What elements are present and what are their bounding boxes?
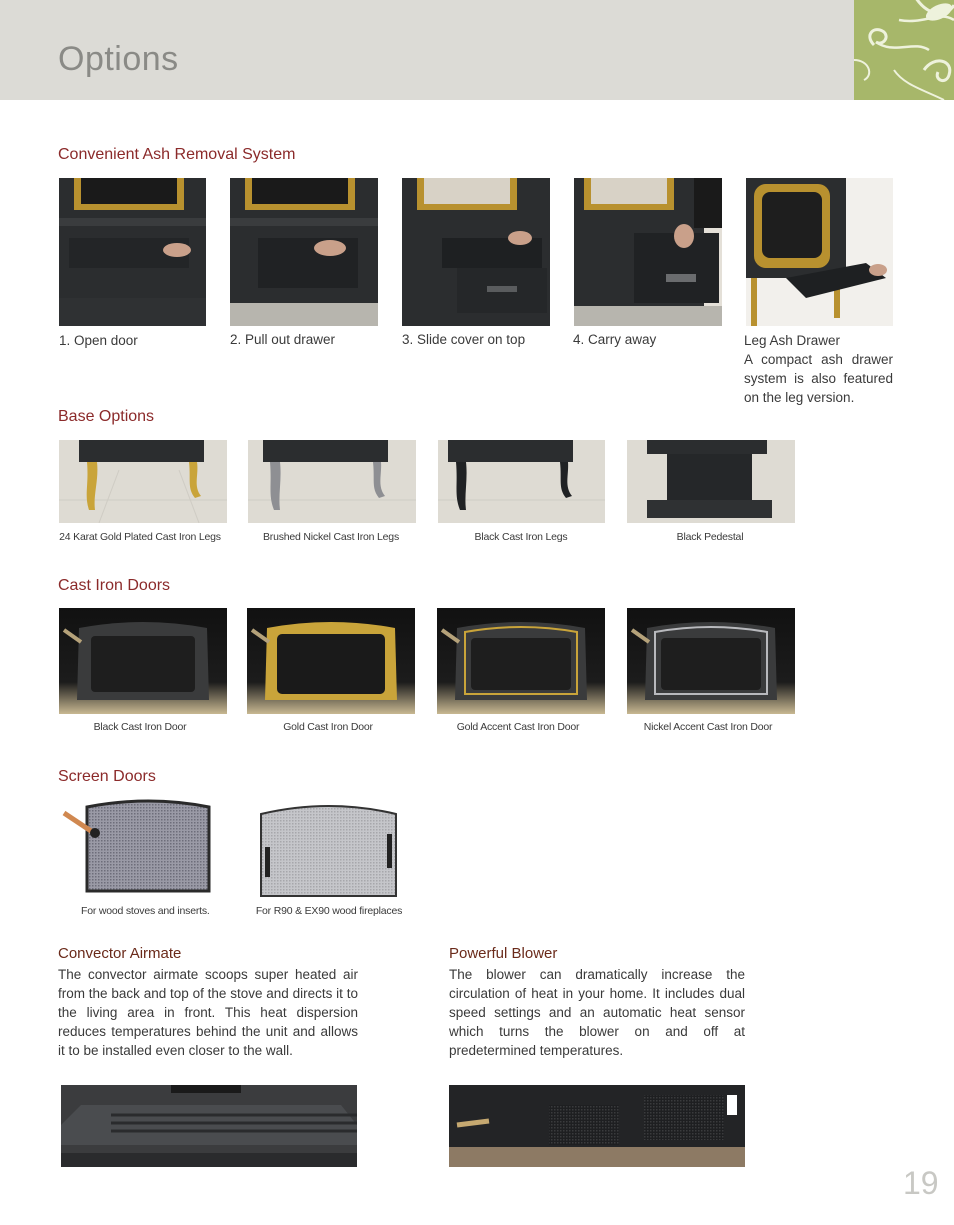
base-caption: Black Cast Iron Legs (474, 531, 568, 543)
step-caption: 4. Carry away (573, 332, 657, 347)
wood-stove-screen-photo (59, 795, 222, 898)
blower-photo (449, 1085, 745, 1167)
base-caption: Brushed Nickel Cast Iron Legs (262, 531, 400, 543)
blower-body: The blower can dramatically increase the circulation of heat in your home. It includes dual speed settings and an automatic heat sensor which turns the blower on and off at predetermined temperatures. (449, 967, 745, 1058)
slide-cover-photo (402, 178, 550, 326)
nickel-legs-photo (248, 440, 416, 523)
black-pedestal-photo (627, 440, 795, 523)
door-caption: Nickel Accent Cast Iron Door (643, 721, 773, 733)
doors-section-title: Cast Iron Doors (58, 577, 171, 594)
airmate-body: The convector airmate scoops super heated air from the back and top of the stove and directs it to the living area in front. This heat dispersion reduces temperatures behind the unit and allows it to be installed even closer to the wall. (58, 967, 358, 1058)
pull-drawer-photo (230, 178, 378, 326)
base-caption: 24 Karat Gold Plated Cast Iron Legs (59, 531, 221, 543)
black-legs-photo (438, 440, 605, 523)
blower-title: Powerful Blower (449, 945, 558, 962)
leg-ash-drawer-body: A compact ash drawer system is also featured on the leg version. (744, 352, 893, 405)
screen-caption: For wood stoves and inserts. (81, 905, 210, 917)
step-caption: 2. Pull out drawer (230, 332, 336, 347)
base-caption: Black Pedestal (676, 531, 744, 543)
leg-ash-drawer-title: Leg Ash Drawer (744, 333, 841, 348)
step-caption: 3. Slide cover on top (402, 332, 526, 347)
page-title: Options (58, 40, 179, 78)
step-caption: 1. Open door (59, 333, 138, 348)
page-number: 19 (903, 1165, 939, 1201)
open-door-photo (59, 178, 206, 326)
airmate-photo (61, 1085, 357, 1167)
black-door-photo (59, 608, 227, 714)
door-caption: Gold Cast Iron Door (283, 721, 373, 733)
door-caption: Black Cast Iron Door (93, 721, 187, 733)
screen-caption: For R90 & EX90 wood fireplaces (255, 905, 403, 917)
fireplace-screen-photo (259, 802, 398, 898)
carry-away-photo (574, 178, 722, 326)
gold-door-photo (247, 608, 415, 714)
nickel-accent-door-photo (627, 608, 795, 714)
leg-drawer-photo (746, 178, 893, 326)
leg-ash-drawer-text (744, 331, 893, 407)
screens-section-title: Screen Doors (58, 768, 156, 785)
airmate-title: Convector Airmate (58, 945, 182, 962)
gold-legs-photo (59, 440, 227, 523)
base-section-title: Base Options (58, 408, 155, 425)
gold-accent-door-photo (437, 608, 605, 714)
leaf-ornament-icon (854, 0, 954, 100)
door-caption: Gold Accent Cast Iron Door (456, 721, 580, 733)
ash-section-title: Convenient Ash Removal System (58, 146, 296, 163)
